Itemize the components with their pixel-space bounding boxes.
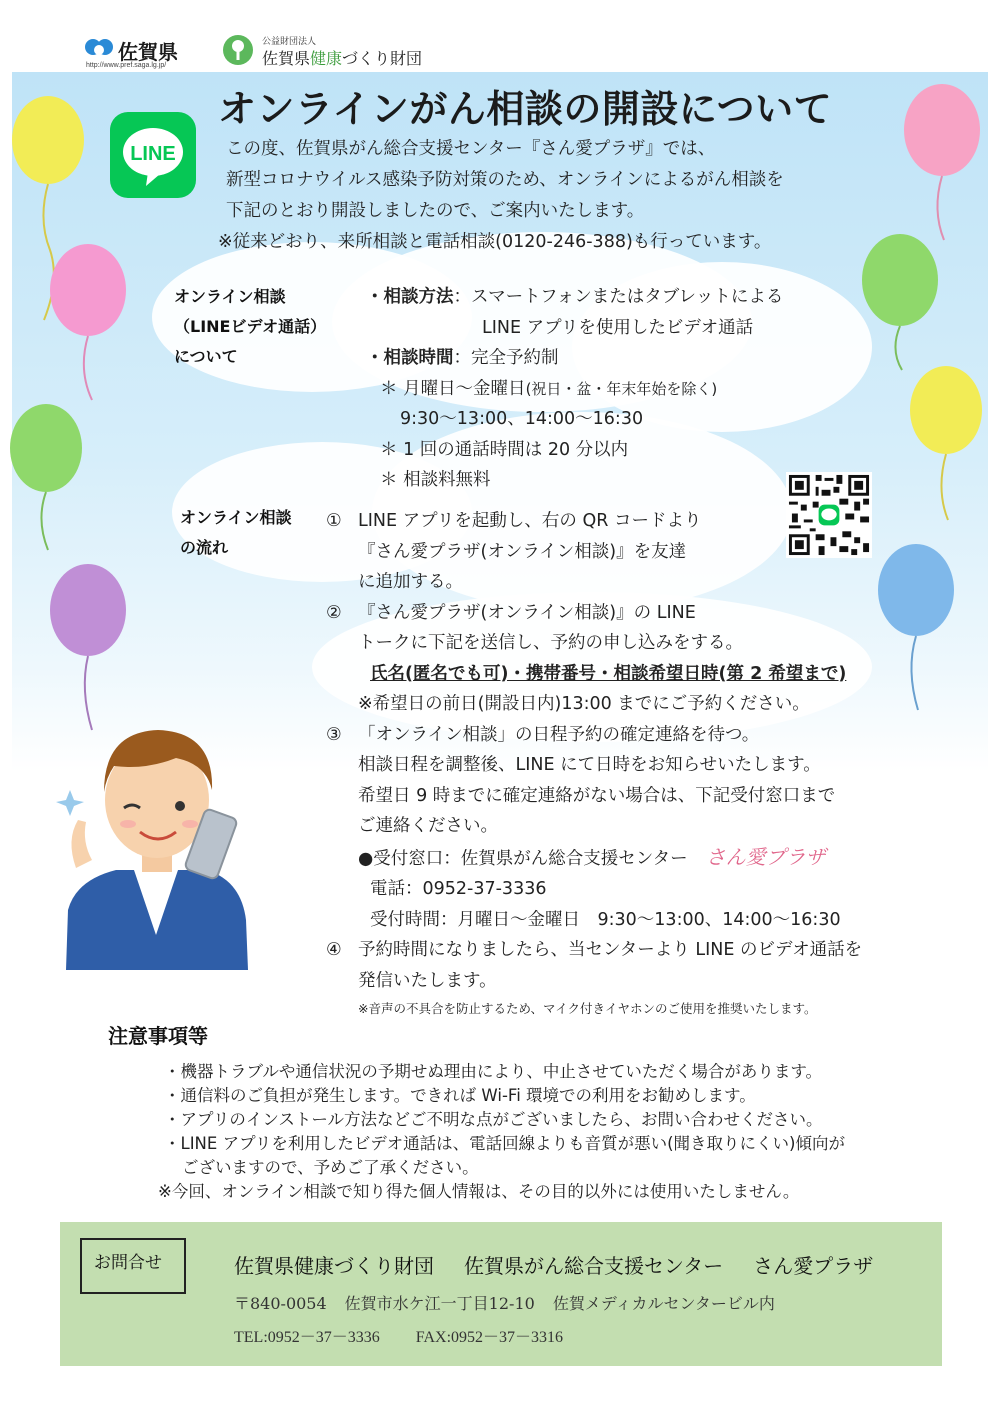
method-row-cont: LINE アプリを使用したビデオ通話 bbox=[482, 317, 754, 338]
reception-hours: 受付時間：月曜日～金曜日 9:30～13:00、14:00～16:30 bbox=[370, 909, 841, 930]
hours-row: 9:30～13:00、14:00～16:30 bbox=[400, 409, 644, 429]
flow-step-1: ① LINE アプリを起動し、右の QR コードより bbox=[326, 511, 702, 531]
consultation-details bbox=[366, 282, 783, 496]
man-with-phone-illustration bbox=[56, 720, 256, 970]
notice-item-cont: ございますので、予めご了承ください。 bbox=[182, 1158, 479, 1177]
privacy-note: ※今回、オンライン相談で知り得た個人情報は、その目的以外には使用いたしません。 bbox=[158, 1182, 800, 1201]
page-title: オンラインがん相談の開設について bbox=[218, 87, 833, 131]
flow-step-4: ④ 予約時間になりましたら、当センターより LINE のビデオ通話を bbox=[326, 940, 863, 960]
saga-emblem-icon bbox=[84, 36, 114, 60]
flow-step-1-cont: 『さん愛プラザ(オンライン相談)』を友達 bbox=[358, 541, 687, 562]
flow-step-3: ③ 「オンライン相談」の日程予約の確定連絡を待つ。 bbox=[326, 724, 760, 745]
contact-box bbox=[60, 1222, 942, 1366]
flow-step-2: ② 『さん愛プラザ(オンライン相談)』の LINE bbox=[326, 602, 696, 623]
intro-line: この度、佐賀県がん総合支援センター『さん愛プラザ』では、 bbox=[226, 139, 716, 159]
intro-line: 下記のとおり開設しましたので、ご案内いたします。 bbox=[226, 201, 645, 221]
balloon-green-right-icon bbox=[862, 234, 938, 370]
balloon-pink-left-icon bbox=[50, 244, 126, 400]
flow-required-fields: 氏名(匿名でも可)・携帯番号・相談希望日時(第 2 希望まで) bbox=[370, 663, 847, 684]
contact-details bbox=[234, 1250, 873, 1347]
foundation-type: 公益財団法人 bbox=[262, 37, 317, 47]
balloon-green-left-icon bbox=[10, 404, 82, 550]
balloon-purple-left-icon bbox=[50, 564, 126, 730]
saga-logo-text: 佐賀県 bbox=[118, 40, 178, 64]
flow-step-4-cont: 発信いたします。 bbox=[358, 970, 497, 991]
contact-tel: TEL:0952－37－3336 bbox=[234, 1329, 380, 1346]
notice-item: ・LINE アプリを利用したビデオ通話は、電話回線よりも音質が悪い(聞き取りにくい)傾向が bbox=[164, 1134, 845, 1153]
contact-fax: FAX:0952－37－3316 bbox=[415, 1329, 564, 1346]
foundation-tree-icon bbox=[222, 34, 254, 66]
balloon-blue-right-icon bbox=[878, 544, 954, 710]
foundation-name: 佐賀県健康づくり財団 bbox=[262, 49, 423, 68]
saga-url: http://www.pref.saga.lg.jp/ bbox=[86, 62, 167, 69]
notice-item: ・アプリのインストール方法などご不明な点がございましたら、お問い合わせください。 bbox=[164, 1110, 823, 1129]
flow-step-3-cont: 相談日程を調整後、LINE にて日時をお知らせいたします。 bbox=[358, 755, 821, 775]
notices-title: 注意事項等 bbox=[108, 1024, 208, 1048]
reception-phone: 電話：0952-37-3336 bbox=[370, 879, 547, 899]
flow-step-3-cont: 希望日 9 時までに確定連絡がない場合は、下記受付窓口まで bbox=[358, 785, 836, 806]
contact-orgs: 佐賀県健康づくり財団 佐賀県がん総合支援センター さん愛プラザ bbox=[234, 1254, 874, 1278]
flow-step-3-cont: ご連絡ください。 bbox=[358, 816, 498, 836]
duration-row: ＊ 1 回の通話時間は 20 分以内 bbox=[380, 439, 629, 460]
reception-desk: ●受付窓口：佐賀県がん総合支援センター さん愛プラザ bbox=[358, 844, 826, 869]
san-ai-plaza-logo: さん愛プラザ bbox=[705, 844, 826, 869]
contact-address: 〒840-0054 佐賀市水ケ江一丁目12-10 佐賀メディカルセンタービル内 bbox=[234, 1294, 775, 1313]
line-icon-text: LINE bbox=[130, 143, 176, 165]
section2-label: オンライン相談 の流れ bbox=[180, 508, 292, 557]
fee-row: ＊ 相談料無料 bbox=[380, 470, 491, 490]
intro-note: ※従来どおり、来所相談と電話相談(0120-246-388)も行っています。 bbox=[218, 232, 772, 252]
notice-item: ・通信料のご負担が発生します。できれば Wi-Fi 環境での利用をお勧めします。 bbox=[164, 1086, 756, 1105]
flow-step-1-cont: に追加する。 bbox=[358, 572, 463, 592]
method-row: ・相談方法：スマートフォンまたはタブレットによる bbox=[366, 287, 784, 307]
flow-step-4-note: ※音声の不具合を防止するため、マイク付きイヤホンのご使用を推奨いたします。 bbox=[358, 1001, 817, 1016]
notice-item: ・機器トラブルや通信状況の予期せぬ理由により、中止させていただく場合があります。 bbox=[164, 1062, 823, 1081]
flow-step-2-note: ※希望日の前日(開設日内)13:00 までにご予約ください。 bbox=[358, 694, 810, 714]
flow-step-2-cont: トークに下記を送信し、予約の申し込みをする。 bbox=[358, 633, 743, 653]
balloon-yellow-right-icon bbox=[910, 366, 982, 520]
intro-line: 新型コロナウイルス感染予防対策のため、オンラインによるがん相談を bbox=[226, 170, 784, 190]
consultation-flow bbox=[326, 506, 862, 1022]
days-row: ＊ 月曜日～金曜日(祝日・盆・年末年始を除く) bbox=[380, 378, 718, 399]
foundation-logo bbox=[222, 34, 452, 70]
contact-label: お問合せ bbox=[80, 1238, 186, 1294]
balloon-pink-right-icon bbox=[904, 84, 980, 240]
notices-list bbox=[158, 1060, 845, 1204]
contact-phone-fax bbox=[234, 1324, 873, 1347]
line-app-icon bbox=[110, 112, 196, 198]
saga-prefecture-logo bbox=[84, 36, 194, 72]
time-row: ・相談時間：完全予約制 bbox=[366, 348, 559, 368]
section1-label: オンライン相談 （LINEビデオ通話） について bbox=[174, 287, 327, 366]
intro-text bbox=[218, 134, 784, 258]
